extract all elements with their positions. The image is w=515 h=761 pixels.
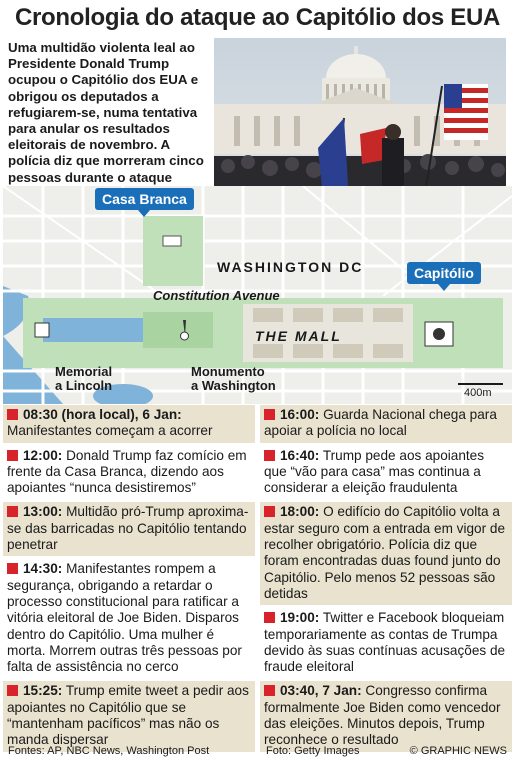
label-mall: THE MALL xyxy=(255,328,342,344)
intro-text: Uma multidão violenta leal ao Presidente Donald Trump ocupou o Capitólio dos EUA e obrigou os deputados a refugiarem-se, numa tentativa para anular os resultados eleitorais de novembro. A polícia diz que morreram cinco pessoas durante o ataque xyxy=(8,40,204,185)
event-text: Manifestantes rompem a segurança, obrigando a retardar o processo constitucional para ratificar a vitória eleitoral de Joe Biden. Disparos dentro do Capitólio. Uma mulher é morta. Morrem outras três pessoas por falta de assistência no cerco xyxy=(7,561,242,675)
bullet-square-icon xyxy=(7,563,18,574)
callout-white-house xyxy=(95,188,194,210)
callout-capitol-label: Capitólio xyxy=(414,265,474,281)
footer-sources: Fontes: AP, NBC News, Washington Post xyxy=(8,745,210,757)
timeline-event xyxy=(3,559,255,678)
bullet-square-icon xyxy=(264,506,275,517)
timeline-event xyxy=(260,405,512,443)
label-city: WASHINGTON DC xyxy=(217,259,364,275)
event-text: O edifício do Capitólio volta a estar seguro com a entrada em vigor de recolher obrigatório. Polícia diz que foram encontradas duas found junto do Capitólio. Pelo menos 52 pessoas são detidas xyxy=(264,504,506,601)
timeline-event xyxy=(3,446,255,500)
timeline-left-column xyxy=(3,405,255,755)
event-time: 16:00: xyxy=(280,407,320,422)
page-title: Cronologia do ataque ao Capitólio dos EUA xyxy=(14,4,501,31)
bullet-square-icon xyxy=(7,685,18,696)
bullet-square-icon xyxy=(7,450,18,461)
label-lincoln-line2: a Lincoln xyxy=(55,378,113,393)
label-monument-line2: a Washington xyxy=(191,378,276,393)
event-text: Guarda Nacional chega para apoiar a polícia no local xyxy=(264,407,497,439)
label-lincoln xyxy=(55,365,112,393)
bullet-square-icon xyxy=(264,409,275,420)
callout-capitol xyxy=(407,262,481,284)
event-time: 13:00: xyxy=(23,504,63,520)
timeline-right-column xyxy=(260,405,512,755)
event-text: Multidão pró-Trump aproxima-se das barricadas no Capitólio tentando penetrar xyxy=(7,504,249,553)
event-time: 08:30 (hora local), 6 Jan: xyxy=(23,407,182,422)
timeline xyxy=(3,405,512,748)
bullet-square-icon xyxy=(7,409,18,420)
bullet-square-icon xyxy=(264,450,275,461)
timeline-event xyxy=(260,446,512,500)
footer-photo-credit: Foto: Getty Images xyxy=(266,745,360,757)
washington-map xyxy=(3,186,512,404)
event-time: 18:00: xyxy=(280,504,320,520)
footer xyxy=(0,741,515,761)
bullet-square-icon xyxy=(264,612,275,623)
timeline-event xyxy=(3,502,255,556)
event-time: 15:25: xyxy=(23,683,63,699)
timeline-event xyxy=(260,502,512,605)
bullet-square-icon xyxy=(264,685,275,696)
bullet-square-icon xyxy=(7,506,18,517)
label-lincoln-line1: Memorial xyxy=(55,364,113,379)
event-time: 14:30: xyxy=(23,561,63,577)
event-time: 16:40: xyxy=(280,447,320,463)
timeline-event xyxy=(260,608,512,678)
event-text: Twitter e Facebook bloqueiam temporariamente as contas de Trumpa devido às suas contínuas acusações de fraude eleitoral xyxy=(264,610,506,675)
scale-label: 400m xyxy=(464,387,492,399)
event-time: 12:00: xyxy=(23,447,63,463)
callout-white-house-label: Casa Branca xyxy=(102,191,187,207)
label-monument xyxy=(191,365,276,393)
label-avenue: Constitution Avenue xyxy=(153,288,280,303)
timeline-event xyxy=(3,405,255,443)
event-text: Trump pede aos apoiantes que “vão para casa” mas continua a considerar a eleição fraudulenta xyxy=(264,447,485,496)
event-text: Donald Trump faz comício em frente da Casa Branca, dizendo aos apoiantes “nunca desistiremos” xyxy=(7,447,247,496)
event-time: 19:00: xyxy=(280,610,320,626)
event-text: Trump emite tweet a pedir aos apoiantes no Capitólio que se “mantenham pacíficos” mas não os manda dispersar xyxy=(7,683,249,748)
event-text: Congresso confirma formalmente Joe Biden como vencedor das eleições. Minutos depois, Trump reconhece o resultado xyxy=(264,683,501,748)
label-monument-line1: Monumento xyxy=(191,364,265,379)
footer-brand: © GRAPHIC NEWS xyxy=(409,745,507,757)
event-text: Manifestantes começam a acorrer xyxy=(7,423,213,439)
event-time: 03:40, 7 Jan: xyxy=(280,683,362,699)
